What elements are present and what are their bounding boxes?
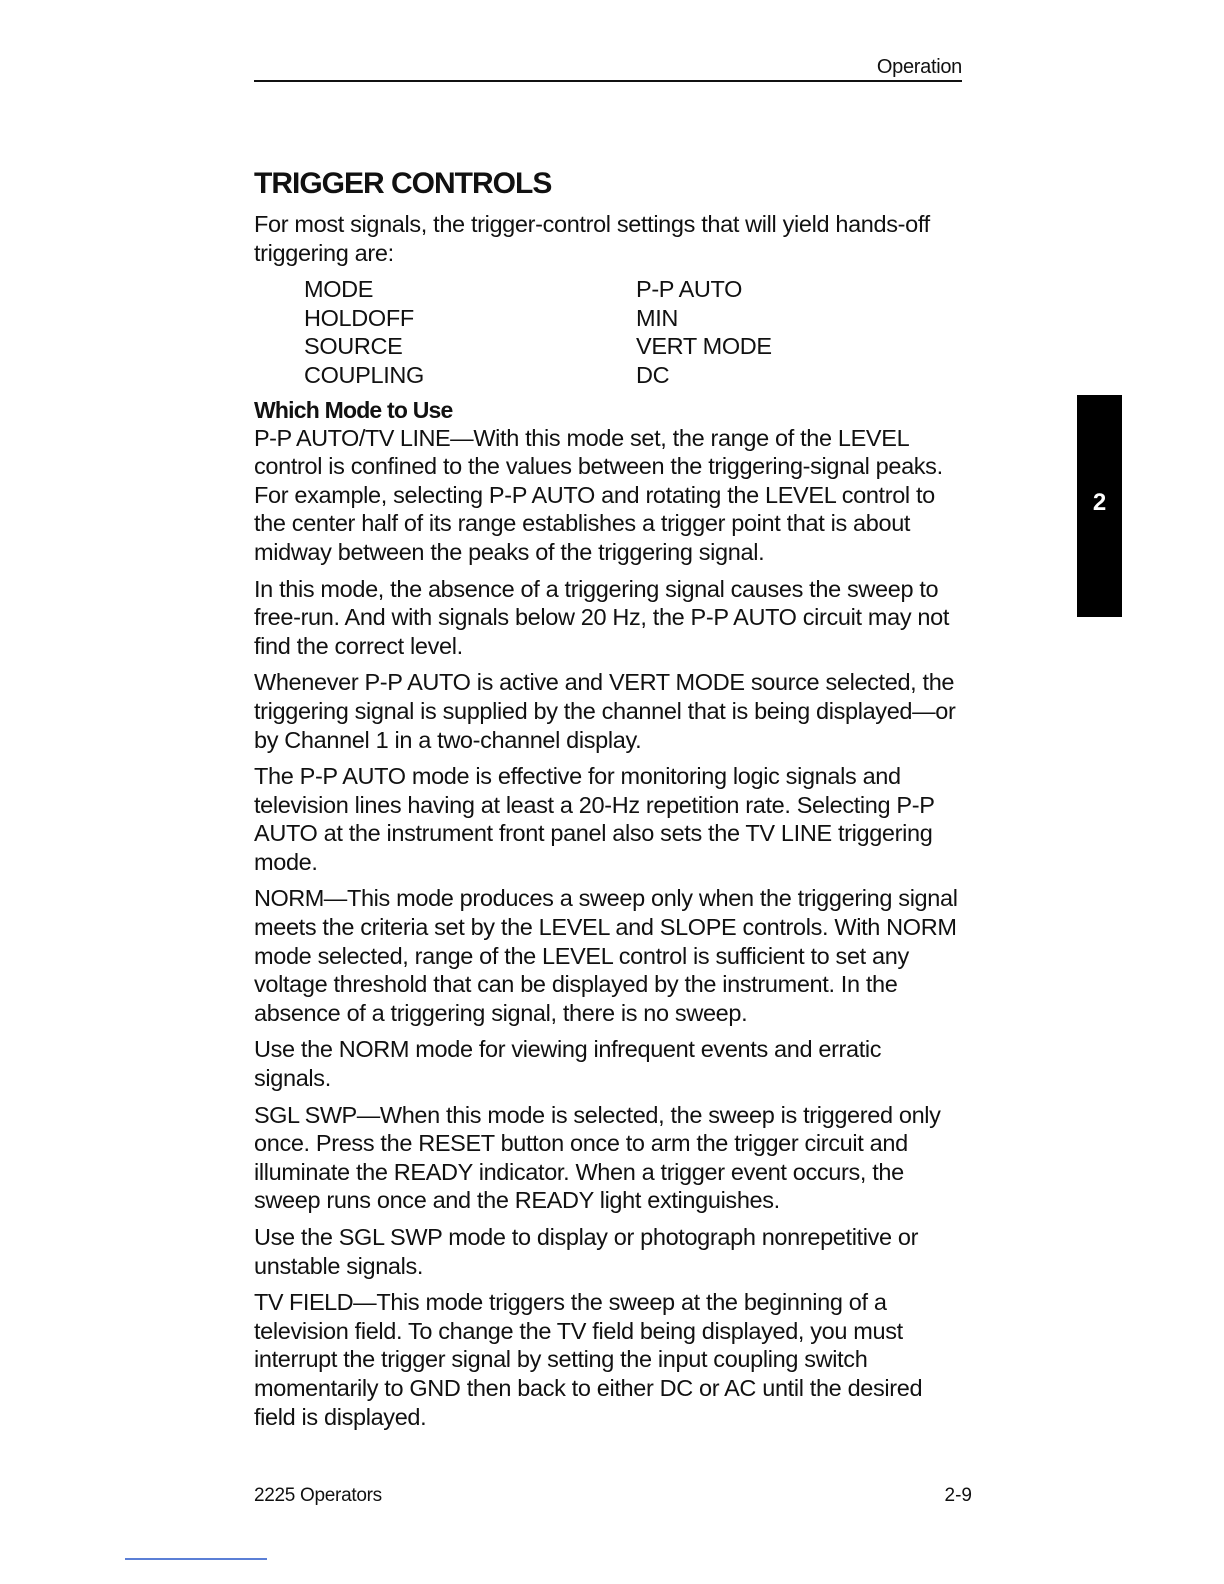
settings-row [304,304,964,333]
settings-row [304,361,964,390]
section-title: TRIGGER CONTROLS [254,167,552,200]
sgl-swp-text: —When this mode is selected, the sweep is triggered only once. Press the RESET button once to arm the trigger circuit and illuminate the READY indicator. When a trigger event occurs, the sweep runs once and the READY light extinguishes. [254,1101,941,1214]
setting-value: DC [636,361,670,388]
setting-value: VERT MODE [636,333,772,360]
settings-row [304,275,964,304]
setting-control: MODE [304,276,374,303]
subheading: Which Mode to Use [254,396,453,423]
header-rule [254,80,962,82]
running-header: Operation [876,56,962,78]
norm-text: —This mode produces a sweep only when the triggering signal meets the criteria set by the LEVEL and SLOPE controls. With NORM mode selected, range of the LEVEL control is sufficient to set any voltage threshold that can be displayed by the instrument. In the absence of a triggering signal, there is no sweep. [254,885,958,1026]
tv-field-text: —This mode triggers the sweep at the beginning of a television field. To change the TV field being displayed, you must interrupt the trigger signal by setting the input coupling switch momentarily to GND then back to either DC or AC until the desired field is displayed. [254,1289,923,1430]
sgl-swp-term: SGL SWP [254,1101,357,1128]
pp-auto-paragraph-2: In this mode, the absence of a triggering signal causes the sweep to free-run. And with signals below 20 Hz, the P-P AUTO circuit may not find the correct level. [254,575,950,659]
pp-auto-paragraph-4: The P-P AUTO mode is effective for monitoring logic signals and television lines having at least a 20-Hz repetition rate. Selecting P-P AUTO at the instrument front panel also sets the TV LINE triggering mode. [254,763,935,875]
pp-auto-paragraph [254,424,964,567]
section-tab-number: 2 [1092,489,1107,516]
norm-paragraph-2: Use the NORM mode for viewing infrequent events and erratic signals. [254,1036,882,1092]
norm-term: NORM [254,885,324,912]
section-tab-marker [1077,395,1122,617]
setting-control: COUPLING [304,361,424,388]
setting-control: HOLDOFF [304,304,414,331]
setting-value: MIN [636,304,679,331]
pp-auto-paragraph-3: Whenever P-P AUTO is active and VERT MODE source selected, the triggering signal is supplied by the channel that is being displayed—or by Channel 1 in a two-channel display. [254,669,956,753]
settings-row [304,332,964,361]
setting-control: SOURCE [304,333,403,360]
norm-paragraph [254,884,964,1027]
pp-auto-text: —With this mode set, the range of the LEVEL control is confined to the values between the triggering-signal peaks. For example, selecting P-P AUTO and rotating the LEVEL control to the center half of its range establishes a trigger point that is about midway between the peaks of the triggering signal. [254,424,943,565]
pp-auto-term: P-P AUTO/TV LINE [254,424,451,451]
footer-page-number: 2-9 [944,1485,972,1506]
sgl-swp-paragraph-2: Use the SGL SWP mode to display or photograph nonrepetitive or unstable signals. [254,1224,919,1279]
tv-field-term: TV FIELD [254,1289,354,1316]
tv-field-paragraph [254,1288,964,1431]
setting-value: P-P AUTO [636,276,743,303]
settings-table [304,275,964,389]
footer-manual-title: 2225 Operators [254,1485,382,1506]
page-body [254,166,964,1439]
scan-edge-line [125,1558,267,1560]
intro-paragraph: For most signals, the trigger-control settings that will yield hands-off triggering are: [254,211,930,266]
sgl-swp-paragraph [254,1101,964,1215]
